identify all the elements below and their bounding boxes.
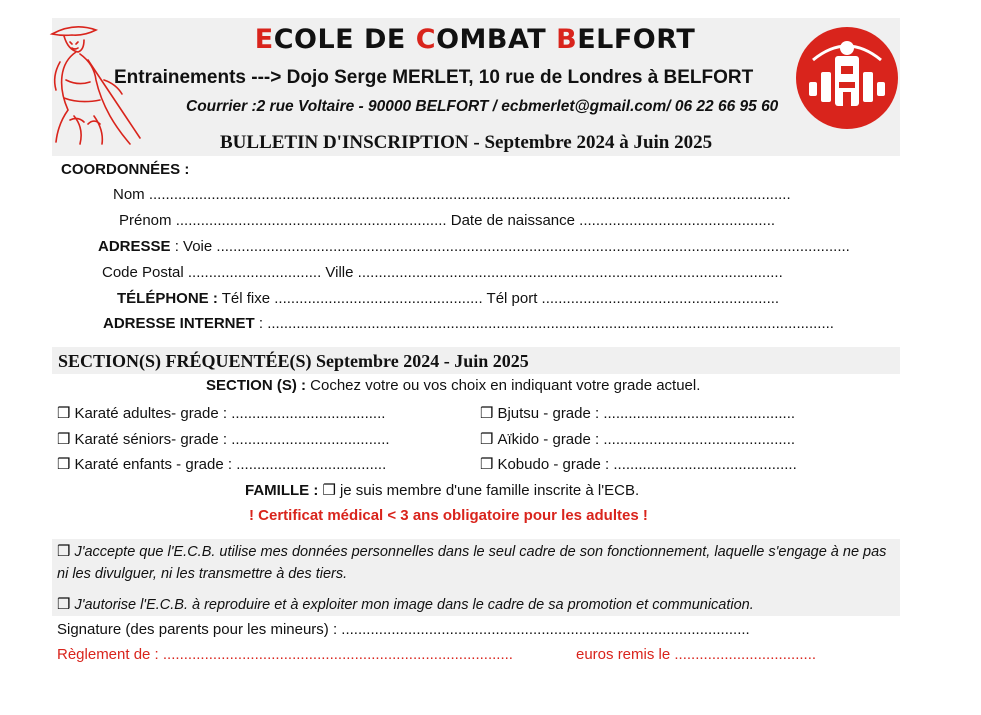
nom-field[interactable]: Nom .......................................................................................................................................................... [113, 186, 791, 203]
euros-remis-field[interactable]: euros remis le .................................. [576, 646, 817, 663]
checkbox-icon[interactable]: ❒ [57, 405, 71, 422]
checkbox-aikido[interactable]: ❒ Aïkido - grade : .............................................. [480, 431, 796, 448]
training-location: Entrainements ---> Dojo Serge MERLET, 10 rue de Londres à BELFORT [114, 67, 754, 88]
telephone-label: TÉLÉPHONE : [117, 290, 218, 307]
checkbox-icon[interactable]: ❒ [480, 431, 494, 448]
checkbox-kobudo[interactable]: ❒ Kobudo - grade : ............................................ [480, 456, 797, 473]
consent-image-checkbox[interactable]: ❒ J'autorise l'E.C.B. à reproduire et à exploiter mon image dans le cadre de sa promotion et communication. [57, 596, 754, 613]
coords-heading: COORDONNÉES : [61, 161, 190, 178]
checkbox-icon[interactable]: ❒ [480, 456, 494, 473]
famille-row[interactable]: FAMILLE : ❒ je suis membre d'une famille inscrite à l'ECB. [245, 482, 640, 499]
sections-instruction: SECTION (S) : Cochez votre ou vos choix en indiquant votre grade actuel. [206, 377, 701, 394]
checkbox-karate-seniors[interactable]: ❒ Karaté séniors- grade : ...................................... [57, 431, 390, 448]
prenom-dob-field[interactable]: Prénom ................................................................. Date de naissance ............................................... [119, 212, 776, 229]
checkbox-icon[interactable]: ❒ [57, 543, 71, 560]
checkbox-icon[interactable]: ❒ [322, 482, 336, 499]
sections-heading: SECTION(S) FRÉQUENTÉE(S) Septembre 2024 - Juin 2025 [58, 351, 529, 371]
ecb-emblem-icon [795, 26, 899, 130]
checkbox-icon[interactable]: ❒ [57, 596, 71, 613]
telephone-field[interactable]: TÉLÉPHONE : Tél fixe .................................................. Tél port ......................................................... [117, 290, 780, 307]
bulletin-title: BULLETIN D'INSCRIPTION - Septembre 2024 à Juin 2025 [220, 132, 713, 153]
certificat-warning: ! Certificat médical < 3 ans obligatoire pour les adultes ! [249, 507, 648, 524]
checkbox-icon[interactable]: ❒ [57, 456, 71, 473]
adresse-field[interactable]: ADRESSE : Voie ........................................................................................................................................................ [98, 238, 850, 255]
school-title: ECOLE DE COMBAT BELFORT [254, 24, 696, 55]
internet-label: ADRESSE INTERNET [103, 315, 255, 332]
famille-label: FAMILLE : [245, 482, 319, 499]
checkbox-icon[interactable]: ❒ [480, 405, 494, 422]
adresse-label: ADRESSE [98, 238, 171, 255]
internet-field[interactable]: ADRESSE INTERNET : ........................................................................................................................................ [103, 315, 834, 332]
cp-ville-field[interactable]: Code Postal ................................ Ville ...................................................................................................... [102, 264, 783, 281]
checkbox-karate-enfants[interactable]: ❒ Karaté enfants - grade : .................................... [57, 456, 387, 473]
checkbox-icon[interactable]: ❒ [57, 431, 71, 448]
mail-contact: Courrier :2 rue Voltaire - 90000 BELFORT / ecbmerlet@gmail.com/ 06 22 66 95 60 [186, 98, 779, 115]
checkbox-bjutsu[interactable]: ❒ Bjutsu - grade : .............................................. [480, 405, 796, 422]
consent-data-checkbox[interactable]: ❒ J'accepte que l'E.C.B. utilise mes données personnelles dans le seul cadre de son fonctionnement, laquelle s'engage à ne pas ni les divulguer, ni les transmettre à des tiers. [57, 543, 887, 582]
reglement-field[interactable]: Règlement de : .................................................................................... [57, 646, 513, 663]
checkbox-karate-adultes[interactable]: ❒ Karaté adultes- grade : ..................................... [57, 405, 386, 422]
signature-field[interactable]: Signature (des parents pour les mineurs) : .................................................................................................. [57, 621, 750, 638]
